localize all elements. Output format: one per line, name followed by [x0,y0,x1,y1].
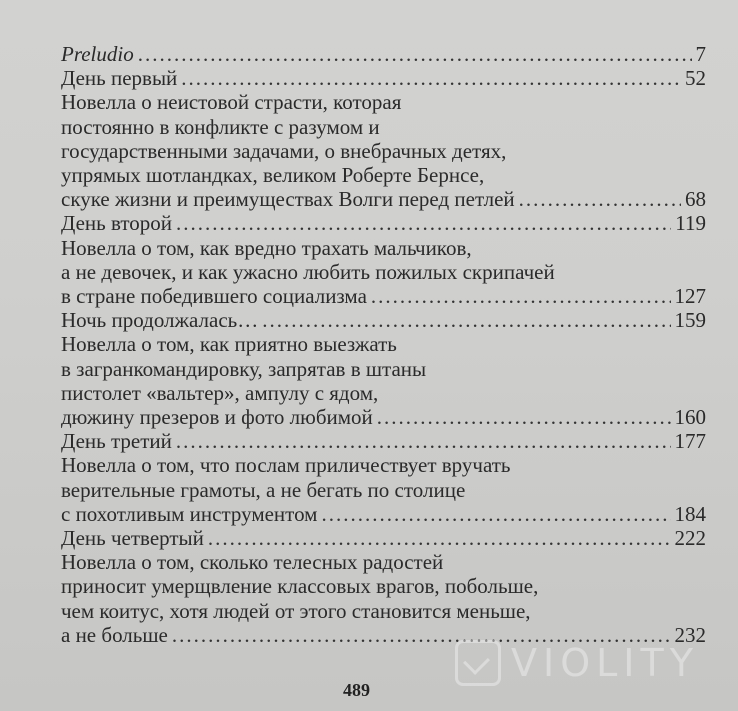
toc-entry-title: Ночь продолжалась… [61,308,259,333]
toc-entry-text-line: Новелла о том, как вредно трахать мальчиков, [61,235,472,260]
toc-entry-day-two [61,211,706,235]
toc-entry-title: в стране победившего социализма [61,284,367,309]
toc-entry-text-line: Новелла о том, как приятно выезжать [61,332,397,357]
toc-page-number: 222 [674,526,706,551]
toc-entry-text-line: упрямых шотландках, великом Роберте Бернсе, [61,163,485,188]
checkmark-box-icon [455,640,501,686]
toc-entry-text-line: приносит умерщвление классовых врагов, побольше, [61,574,539,599]
watermark [455,640,699,686]
toc-page-number: 177 [674,429,706,454]
watermark-text: VIOLITY [511,641,699,685]
leader-dots [519,187,681,211]
toc-entry-title: День второй [61,211,172,236]
toc-entry-text-line: Новелла о неистовой страсти, которая [61,90,402,115]
toc-entry-text-line: постоянно в конфликте с разумом и [61,114,380,139]
toc-page-number: 127 [674,284,706,309]
toc-entry-line [61,42,706,66]
leader-dots [377,405,671,429]
toc-page-number: 232 [674,622,706,647]
toc-entry-novella-trip [61,332,706,429]
toc-page-number: 159 [674,308,706,333]
toc-page-number: 184 [674,501,706,526]
toc-entry-line [61,211,706,235]
toc-page-number: 160 [674,405,706,430]
leader-dots [176,211,671,235]
table-of-contents [61,42,706,647]
toc-entry-text-line: пистолет «вальтер», ампулу с ядом, [61,380,379,405]
toc-entry-novella-violinists [61,236,706,309]
leader-dots [371,284,671,308]
toc-entry-line [61,526,706,550]
toc-entry-text-line: в загранкомандировку, запрятав в штаны [61,356,427,381]
toc-page-number: 119 [675,211,706,236]
toc-entry-title: а не больше [61,622,168,647]
toc-entry-title: День первый [61,66,178,91]
leader-dots [321,502,670,526]
toc-page-number: 52 [685,66,706,91]
toc-entry-line [61,284,706,308]
toc-page-number: 68 [685,187,706,212]
leader-dots [181,66,681,90]
toc-entry-text-line: Новелла о том, что послам приличествует вручать [61,453,511,478]
toc-entry-title: Preludio [61,42,134,66]
toc-entry-novella-passion [61,90,706,211]
toc-entry-line [61,308,706,332]
leader-dots [176,429,671,453]
toc-entry-preludio [61,42,706,66]
toc-entry-line [61,405,706,429]
toc-page-number: 7 [695,42,706,66]
toc-entry-text-line: Новелла о том, сколько телесных радостей [61,550,444,575]
toc-entry-title: с похотливым инструментом [61,501,318,526]
toc-entry-title: дюжину презеров и фото любимой [61,405,373,430]
leader-dots [208,526,671,550]
leader-dots [138,42,692,66]
toc-entry-line [61,66,706,90]
leader-dots [262,308,670,332]
page-number: 489 [343,680,370,700]
toc-entry-text-line: верительные грамоты, а не бегать по столице [61,477,466,502]
toc-entry-title: День третий [61,429,172,454]
toc-entry-day-three [61,429,706,453]
toc-entry-text-line: а не девочек, и как ужасно любить пожилых скрипачей [61,259,555,284]
toc-entry-line [61,187,706,211]
toc-entry-night-continued [61,308,706,332]
toc-entry-line [61,502,706,526]
toc-entry-text-line: государственными задачами, о внебрачных детях, [61,138,507,163]
toc-entry-text-line: чем коитус, хотя людей от этого становится меньше, [61,598,531,623]
toc-entry-title: скуке жизни и преимуществах Волги перед петлей [61,187,515,212]
toc-entry-day-one [61,66,706,90]
toc-entry-day-four [61,526,706,550]
toc-entry-line [61,429,706,453]
toc-entry-novella-class-enemies [61,550,706,647]
toc-entry-title: День четвертый [61,526,204,551]
toc-entry-novella-ambassadors [61,453,706,526]
